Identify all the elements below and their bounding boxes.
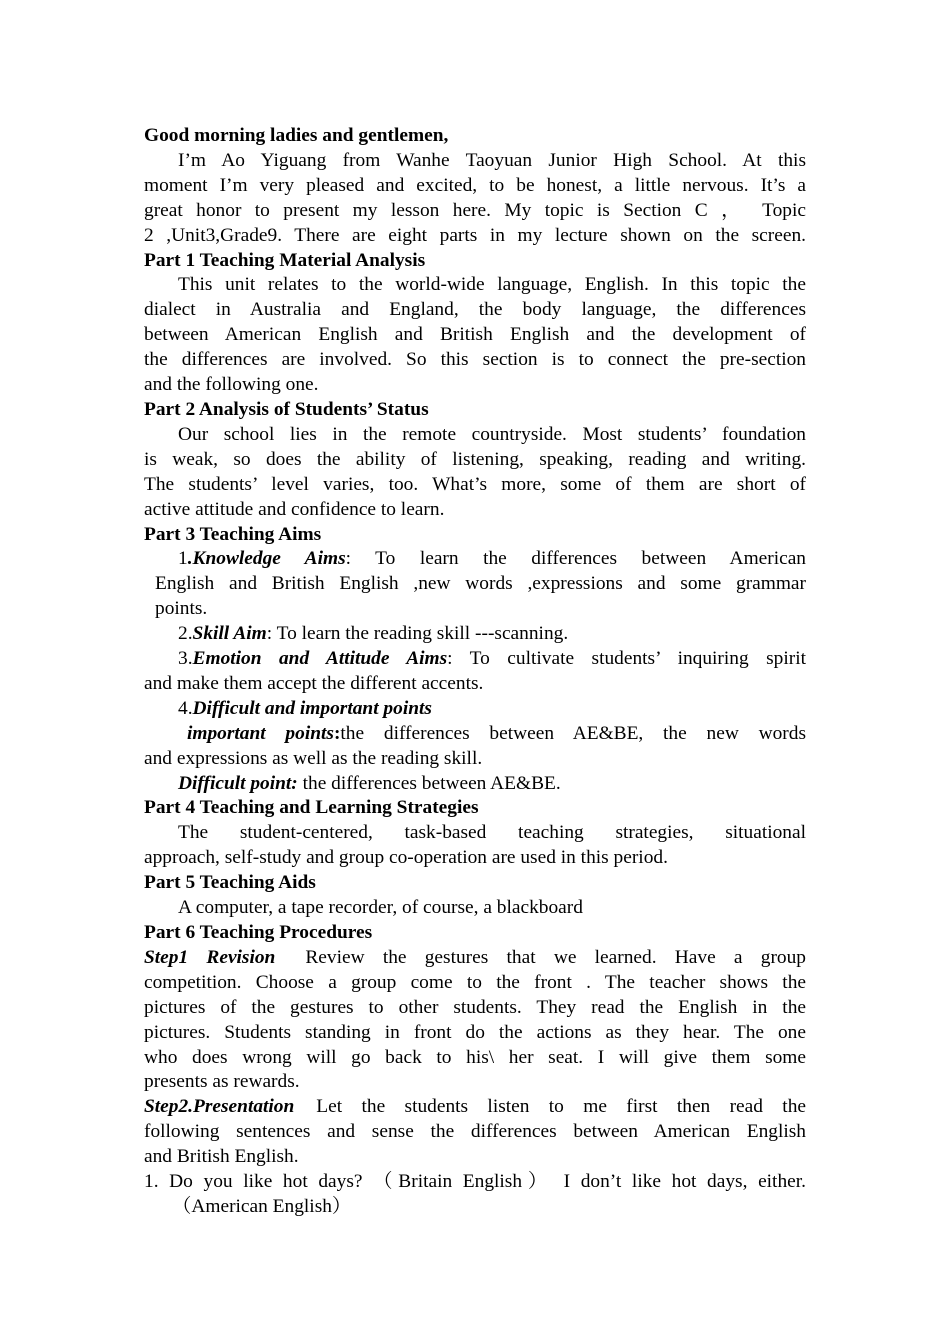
aim3-line: 3.Emotion and Attitude Aims: To cultivate students’ inquiring spirit [178, 648, 806, 670]
step1-line: who does wrong will go back to his\ her seat. I will give them some [144, 1046, 806, 1068]
list-item: （American English） [172, 1195, 352, 1217]
part4-heading: Part 4 Teaching and Learning Strategies [144, 797, 479, 819]
aim4-line: 4.Difficult and important points [178, 697, 432, 719]
part1-line: between American English and British English and the development of [144, 324, 806, 346]
step1-line: presents as rewards. [144, 1071, 300, 1093]
part2-line: active attitude and confidence to learn. [144, 498, 445, 520]
aim3-line: and make them accept the different accents. [144, 672, 484, 694]
step1-line: pictures of the gestures to other students. They read the English in the [144, 996, 806, 1018]
part1-line: dialect in Australia and England, the body language, the differences [144, 299, 806, 321]
important-points-label: important points [187, 722, 334, 744]
part2-line: Our school lies in the remote countryside. Most students’ foundation [178, 423, 806, 445]
important-points-line: and expressions as well as the reading skill. [144, 747, 483, 769]
important-points-line: important points:the differences between AE&BE, the new words [187, 722, 806, 744]
difficult-point-line: Difficult point: the differences between AE&BE. [178, 772, 561, 794]
part1-line: the differences are involved. So this section is to connect the pre-section [144, 349, 806, 371]
part4-line: The student-centered, task-based teaching strategies, situational [178, 822, 806, 844]
step2-line: and British English. [144, 1146, 299, 1168]
part1-line: This unit relates to the world-wide language, English. In this topic the [178, 274, 806, 296]
aim1-line: points. [155, 598, 208, 620]
intro-line: 2 ,Unit3,Grade9. There are eight parts in my lecture shown on the screen. [144, 224, 806, 246]
greeting: Good morning ladies and gentlemen, [144, 125, 449, 146]
intro-line: I’m Ao Yiguang from Wanhe Taoyuan Junior High School. At this [178, 149, 806, 171]
aim4-label: Difficult and important points [192, 697, 432, 719]
aim2-label: Skill Aim [192, 623, 267, 645]
difficult-point-label: Difficult point: [178, 772, 298, 794]
part5-heading: Part 5 Teaching Aids [144, 872, 316, 894]
aim1-line: English and British English ,new words ,expressions and some grammar [155, 573, 806, 595]
part4-line: approach, self-study and group co-operation are used in this period. [144, 847, 668, 869]
part3-heading: Part 3 Teaching Aims [144, 523, 322, 545]
list-item: 1. Do you like hot days? （Britain English） I don’t like hot days, either. [144, 1171, 806, 1193]
step2-line: Step2.Presentation Let the students listen to me first then read the [144, 1096, 806, 1118]
aim2-line: 2.Skill Aim: To learn the reading skill ---scanning. [178, 623, 569, 645]
part2-heading: Part 2 Analysis of Students’ Status [144, 398, 429, 420]
lecture-document [144, 124, 806, 1220]
part5-line: A computer, a tape recorder, of course, a blackboard [178, 897, 583, 919]
part2-line: The students’ level varies, too. What’s more, some of them are short of [144, 473, 806, 495]
part1-line: and the following one. [144, 374, 319, 396]
intro-line: great honor to present my lesson here. My topic is Section C ， Topic [144, 199, 806, 221]
step2-label: Step2.Presentation [144, 1096, 295, 1118]
intro-line: moment I’m very pleased and excited, to be honest, a little nervous. It’s a [144, 174, 806, 196]
aim3-label: Emotion and Attitude Aims [192, 648, 448, 670]
step1-line: pictures. Students standing in front do the actions as they hear. The one [144, 1021, 806, 1043]
aim1-line: 1.Knowledge Aims: To learn the differences between American [178, 548, 807, 570]
aim1-label: .Knowledge Aims [187, 548, 346, 570]
step1-line: competition. Choose a group come to the front . The teacher shows the [144, 971, 806, 993]
part1-heading: Part 1 Teaching Material Analysis [144, 249, 426, 271]
step2-line: following sentences and sense the differences between American English [144, 1121, 806, 1143]
step1-label: Step1 Revision [144, 946, 276, 968]
part2-line: is weak, so does the ability of listening, speaking, reading and writing. [144, 448, 806, 470]
step1-line: Step1 Revision Review the gestures that we learned. Have a group [144, 946, 807, 968]
part6-heading: Part 6 Teaching Procedures [144, 922, 373, 943]
